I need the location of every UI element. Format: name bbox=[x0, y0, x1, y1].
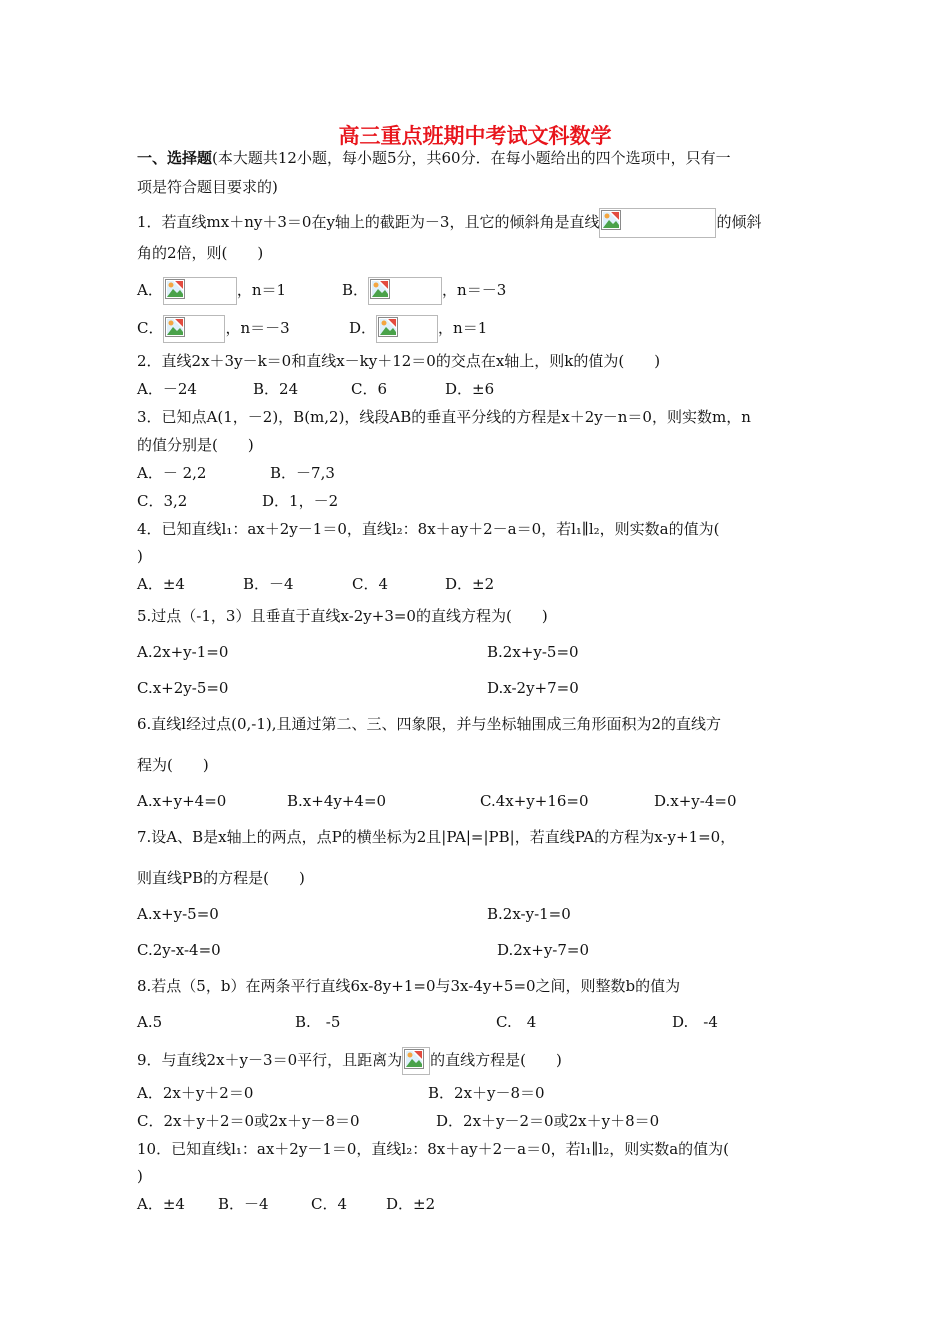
question-9-text-end: 的直线方程是( ) bbox=[430, 1051, 562, 1069]
question-7-line1: 7.设A、B是x轴上的两点，点P的横坐标为2且|PA|=|PB|，若直线PA的方程为x-y+1=0， bbox=[137, 828, 736, 846]
q4-option-d: D．±2 bbox=[445, 575, 495, 593]
section-intro-line2: 项是符合题目要求的) bbox=[137, 178, 278, 196]
option-label: A． bbox=[137, 281, 163, 299]
q3-option-b: B．－7,3 bbox=[270, 464, 335, 482]
option-text: ，n＝1 bbox=[236, 281, 287, 299]
q6-option-b: B.x+4y+4=0 bbox=[287, 792, 387, 810]
broken-image-icon bbox=[404, 1049, 424, 1069]
q9-option-c: C．2x＋y＋2＝0或2x＋y－8＝0 bbox=[137, 1112, 360, 1130]
broken-image-icon bbox=[378, 317, 398, 337]
question-1-line1 bbox=[137, 208, 761, 238]
q3-option-a: A．－ 2,2 bbox=[137, 464, 207, 482]
q7-option-b: B.2x-y-1=0 bbox=[487, 905, 571, 923]
broken-image-icon bbox=[165, 279, 185, 299]
q2-option-b: B．24 bbox=[253, 380, 299, 398]
q7-option-a: A.x+y-5=0 bbox=[137, 905, 219, 923]
option-label: C． bbox=[137, 319, 164, 337]
q1-option-a bbox=[137, 277, 286, 305]
question-10-line2: ) bbox=[137, 1167, 143, 1185]
q1-option-d bbox=[349, 315, 487, 343]
q10-option-a: A．±4 bbox=[137, 1195, 185, 1213]
question-4-line2: ) bbox=[137, 547, 143, 565]
option-label: D． bbox=[349, 319, 377, 337]
q6-option-d: D.x+y-4=0 bbox=[654, 792, 737, 810]
formula-image bbox=[376, 315, 438, 343]
q2-option-d: D．±6 bbox=[445, 380, 495, 398]
broken-image-icon bbox=[601, 210, 621, 230]
q5-option-a: A.2x+y-1=0 bbox=[137, 643, 229, 661]
question-6-line1: 6.直线l经过点(0,-1),且通过第二、三、四象限，并与坐标轴围成三角形面积为2的直线方 bbox=[137, 715, 722, 733]
formula-image bbox=[599, 208, 716, 238]
q5-option-d: D.x-2y+7=0 bbox=[487, 679, 579, 697]
q9-option-a: A．2x＋y＋2＝0 bbox=[137, 1084, 254, 1102]
formula-image bbox=[163, 315, 225, 343]
q6-option-a: A.x+y+4=0 bbox=[137, 792, 227, 810]
section-heading: 一、选择题 bbox=[137, 149, 213, 167]
q8-option-c: C. 4 bbox=[496, 1013, 537, 1031]
q10-option-c: C．4 bbox=[311, 1195, 348, 1213]
q6-option-c: C.4x+y+16=0 bbox=[480, 792, 589, 810]
q8-option-a: A.5 bbox=[137, 1013, 163, 1031]
question-8: 8.若点（5，b）在两条平行直线6x-8y+1=0与3x-4y+5=0之间，则整数b的值为 bbox=[137, 977, 681, 995]
question-9 bbox=[137, 1047, 562, 1075]
question-2: 2．直线2x＋3y－k＝0和直线x－ky＋12＝0的交点在x轴上，则k的值为( ) bbox=[137, 352, 661, 370]
question-10-line1: 10．已知直线l₁：ax＋2y－1＝0，直线l₂：8x＋ay＋2－a＝0，若l₁∥l₂，则实数a的值为( bbox=[137, 1140, 730, 1158]
q3-option-c: C．3,2 bbox=[137, 492, 188, 510]
formula-image bbox=[368, 277, 442, 305]
q7-option-d: D.2x+y-7=0 bbox=[497, 941, 590, 959]
q10-option-b: B．－4 bbox=[218, 1195, 269, 1213]
q5-option-b: B.2x+y-5=0 bbox=[487, 643, 579, 661]
q8-option-b: B. -5 bbox=[295, 1013, 341, 1031]
question-5: 5.过点（-1，3）且垂直于直线x-2y+3=0的直线方程为( ) bbox=[137, 607, 548, 625]
formula-image bbox=[402, 1047, 430, 1075]
q4-option-a: A．±4 bbox=[137, 575, 185, 593]
broken-image-icon bbox=[370, 279, 390, 299]
q9-option-d: D．2x＋y－2＝0或2x＋y＋8＝0 bbox=[436, 1112, 660, 1130]
q2-option-c: C．6 bbox=[351, 380, 388, 398]
option-text: ，n＝1 bbox=[438, 319, 488, 337]
question-1-text-end: 的倾斜 bbox=[716, 213, 762, 231]
q5-option-c: C.x+2y-5=0 bbox=[137, 679, 229, 697]
question-3-line1: 3．已知点A(1，－2)，B(m,2)，线段AB的垂直平分线的方程是x＋2y－n＝0，则实数m，n bbox=[137, 408, 751, 426]
q10-option-d: D．±2 bbox=[386, 1195, 436, 1213]
page-title: 高三重点班期中考试文科数学 bbox=[338, 123, 612, 148]
question-3-line2: 的值分别是( ) bbox=[137, 436, 254, 454]
q4-option-c: C．4 bbox=[352, 575, 389, 593]
q2-option-a: A．－24 bbox=[137, 380, 197, 398]
broken-image-icon bbox=[165, 317, 185, 337]
option-text: ，n＝－3 bbox=[225, 319, 290, 337]
question-1-line2: 角的2倍，则( ) bbox=[137, 244, 264, 262]
question-1-text: 1．若直线mx＋ny＋3＝0在y轴上的截距为－3，且它的倾斜角是直线 bbox=[137, 213, 600, 231]
formula-image bbox=[163, 277, 237, 305]
section-intro-line1 bbox=[137, 147, 731, 169]
q1-option-c bbox=[137, 315, 290, 343]
option-label: B． bbox=[342, 281, 369, 299]
q3-option-d: D．1，－2 bbox=[262, 492, 339, 510]
q8-option-d: D. -4 bbox=[672, 1013, 718, 1031]
question-7-line2: 则直线PB的方程是( ) bbox=[137, 869, 305, 887]
question-9-text: 9．与直线2x＋y－3＝0平行，且距离为 bbox=[137, 1051, 403, 1069]
q4-option-b: B．－4 bbox=[243, 575, 294, 593]
question-6-line2: 程为( ) bbox=[137, 756, 209, 774]
q1-option-b bbox=[342, 277, 506, 305]
q9-option-b: B．2x＋y－8＝0 bbox=[428, 1084, 545, 1102]
section-desc: (本大题共12小题，每小题5分，共60分．在每小题给出的四个选项中，只有一 bbox=[212, 149, 731, 167]
option-text: ，n＝－3 bbox=[442, 281, 507, 299]
question-4-line1: 4．已知直线l₁：ax＋2y－1＝0，直线l₂：8x＋ay＋2－a＝0，若l₁∥l₂，则实数a的值为( bbox=[137, 520, 720, 538]
q7-option-c: C.2y-x-4=0 bbox=[137, 941, 221, 959]
